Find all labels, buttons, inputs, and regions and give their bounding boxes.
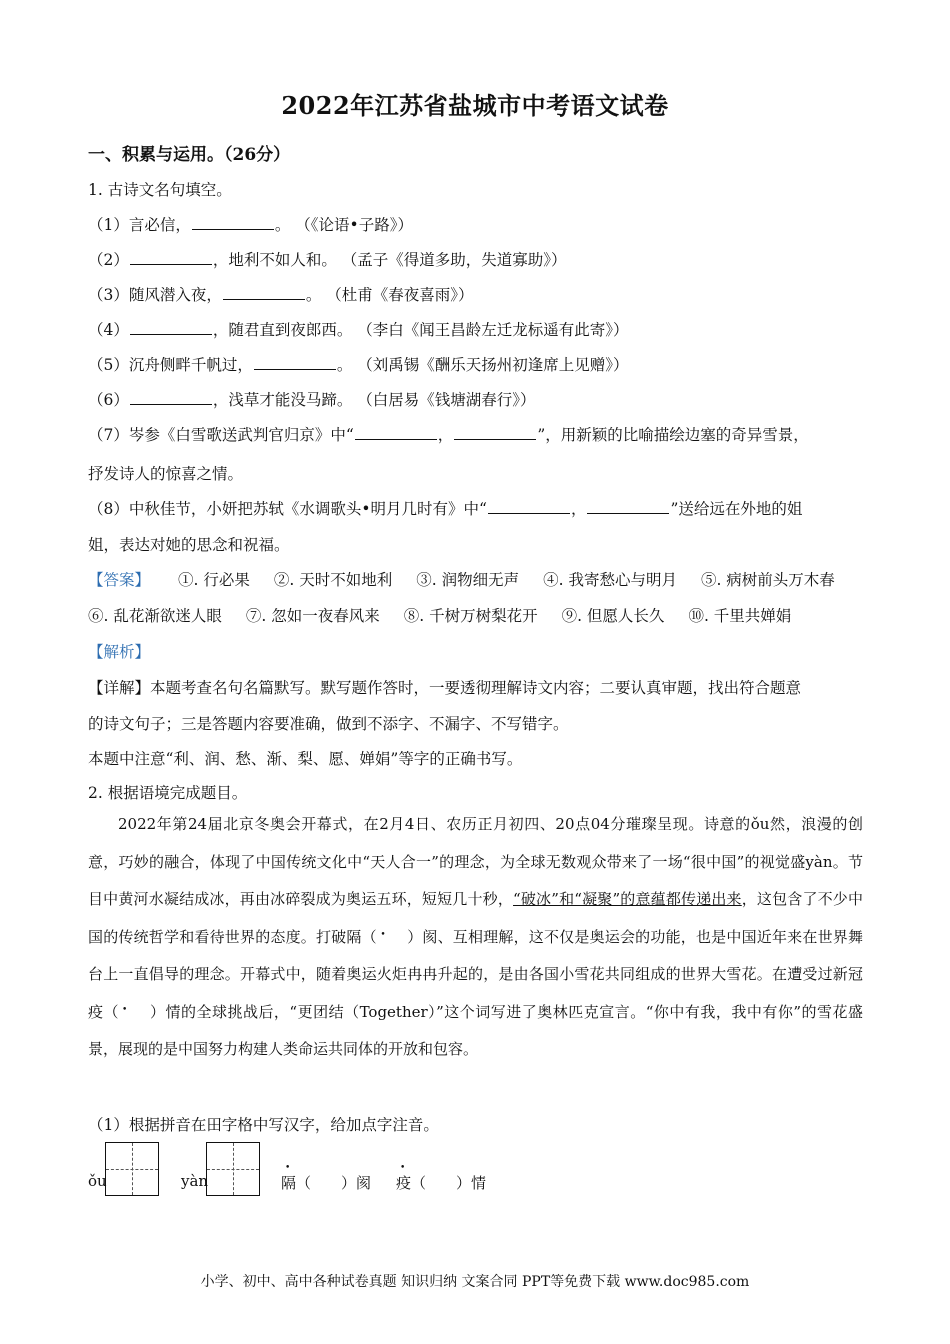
answer-blank <box>130 250 212 265</box>
detail-line-2: 的诗文句子；三是答题内容要准确，做到不添字、不漏字、不写错字。 <box>88 715 569 733</box>
pinyin-label: ǒu <box>88 1172 107 1190</box>
question-2-sub-1: （1）根据拼音在田字格中写汉字，给加点字注音。 <box>88 1116 439 1134</box>
answer-blank <box>488 499 570 514</box>
detail-line-3: 本题中注意“利、润、愁、渐、梨、愿、婵娟”等字的正确书写。 <box>88 750 523 768</box>
answer-row-2: ⑥. 乱花渐欲迷人眼 ⑦. 忽如一夜春风来 ⑧. 千树万树梨花开 ⑨. 但愿人长久 ⑩. 千里共婵娟 <box>88 607 792 625</box>
tian-zi-grid[interactable] <box>105 1142 159 1196</box>
pinyin-label: yàn <box>181 1172 209 1190</box>
question-1-stem: 1. 古诗文名句填空。 <box>88 181 232 199</box>
question-1-item-7: （7）岑参《白雪歌送武判官归京》中“ ， ”，用新颖的比喻描绘边塞的奇异雪景， <box>88 426 809 444</box>
answer-blank <box>223 285 305 300</box>
answer-blank <box>130 320 212 335</box>
page-title: 2022年江苏省盐城市中考语文试卷 <box>281 91 669 120</box>
reading-passage: 2022年第24届北京冬奥会开幕式，在2月4日、农历正月初四、20点04分璀璨呈现。诗意的ǒu然，浪漫的创意，巧妙的融合，体现了中国传统文化中“天人合一”的理念，为全球无数观众带来了一场“很中国”的视觉盛yàn。节目中黄河水凝结成冰，再由冰碎裂成为奥运五环，短短几十秒，“破冰”和“凝聚”的意蕴都传递出来，这包含了不少中国的传统哲学和看待世界的态度。打破• 隔（ ）阂、互相理解，这不仅是奥运会的功能，也是中国近年来在世界舞台上一直倡导的理念。开幕式中，随着奥运火炬冉冉升起的，是由各国小雪花共同组成的世界大雪花。在遭受过新冠• 疫（ ）情的全球挑战后，“更团结（Together）”这个词写进了奥林匹克宣言。“你中有我，我中有你”的雪花盛景，展现的是中国努力构建人类命运共同体的开放和包容。 <box>88 806 863 1069</box>
answer-blank <box>355 425 437 440</box>
fill-item-2: 疫（ ）情 <box>396 1174 487 1192</box>
question-1-item-4: （4） ，随君直到夜郎西。 （李白《闻王昌龄左迁龙标遥有此寄》） <box>88 321 629 339</box>
dotted-char: • 隔 <box>346 928 361 946</box>
question-1-item-8: （8）中秋佳节，小妍把苏轼《水调歌头•明月几时有》中“ ， ”送给远在外地的姐 <box>88 500 803 518</box>
tian-zi-grid[interactable] <box>206 1142 260 1196</box>
answer-blank <box>130 390 212 405</box>
question-1-item-5: （5）沉舟侧畔千帆过， 。 （刘禹锡《酬乐天扬州初逢席上见赠》） <box>88 356 629 374</box>
question-1-item-6: （6） ，浅草才能没马蹄。 （白居易《钱塘湖春行》） <box>88 391 536 409</box>
answer-blank <box>254 355 336 370</box>
detail-line-1: 【详解】本题考查名句名篇默写。默写题作答时，一要透彻理解诗文内容；二要认真审题，找出符合题意 <box>88 679 802 697</box>
underlined-phrase: “破冰”和“凝聚”的意蕴都传递出来 <box>513 890 742 908</box>
question-1-item-1: （1）言必信， 。 （《论语•子路》） <box>88 216 413 234</box>
analysis-tag: 【解析】 <box>88 643 151 661</box>
question-1-item-8-cont: 姐，表达对她的思念和祝福。 <box>88 536 290 554</box>
question-1-item-3: （3）随风潜入夜， 。 （杜甫《春夜喜雨》） <box>88 286 474 304</box>
question-1-item-2: （2） ，地利不如人和。 （孟子《得道多助，失道寡助》） <box>88 251 567 269</box>
answer-tag: 【答案】 <box>88 571 151 589</box>
page-footer: 小学、初中、高中各种试卷真题 知识归纳 文案合同 PPT等免费下载 www.doc985.com <box>200 1274 750 1290</box>
answer-blank <box>587 499 669 514</box>
fill-item-1: 隔（ ）阂 <box>281 1174 372 1192</box>
answer-blank <box>454 425 536 440</box>
section-heading: 一、积累与运用。（26分） <box>88 145 291 165</box>
dotted-char: • 疫 <box>88 1003 104 1021</box>
answer-blank <box>192 215 274 230</box>
answer-row-1: 【答案】 ①. 行必果 ②. 天时不如地利 ③. 润物细无声 ④. 我寄愁心与明月 ⑤. 病树前头万木春 <box>88 571 835 589</box>
question-1-item-7-cont: 抒发诗人的惊喜之情。 <box>88 465 244 483</box>
question-2-stem: 2. 根据语境完成题目。 <box>88 784 248 802</box>
